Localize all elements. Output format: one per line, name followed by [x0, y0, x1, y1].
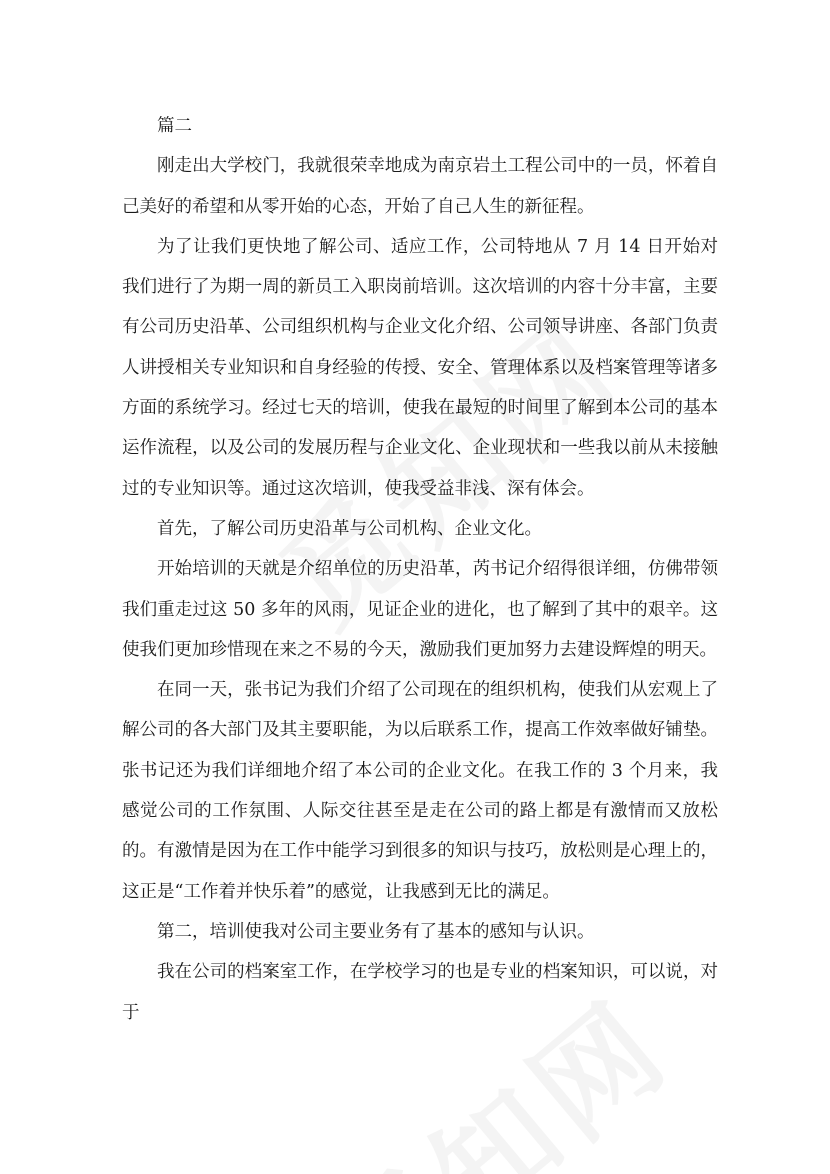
paragraph: 在同一天，张书记为我们介绍了公司现在的组织机构，使我们从宏观上了解公司的各大部门及其主要职能，为以后联系工作，提高工作效率做好铺垫。张书记还为我们详细地介绍了本公司的企业文化。在我工作的 3 个月来，我感觉公司的工作氛围、人际交往甚至是走在公司的路上都是有激情而又放松的。有激情是因为在工作中能学习到很多的知识与技巧，放松则是心理上的，这正是“工作着并快乐着”的感觉，让我感到无比的满足。	[122, 680, 718, 902]
paragraph: 开始培训的天就是介绍单位的历史沿革，芮书记介绍得很详细，仿佛带领我们重走过这 50 多年的风雨，见证企业的进化，也了解到了其中的艰辛。这使我们更加珍惜现在来之不易的今天，激励我们更加努力去建设辉煌的明天。	[122, 559, 718, 660]
paragraph: 首先，了解公司历史沿革与公司机构、企业文化。	[157, 518, 542, 539]
paragraph: 为了让我们更快地了解公司、适应工作，公司特地从 7 月 14 日开始对我们进行了为期一周的新员工入职岗前培训。这次培训的内容十分丰富，主要有公司历史沿革、公司组织机构与企业文化介绍、公司领导讲座、各部门负责人讲授相关专业知识和自身经验的传授、安全、管理体系以及档案管理等诸多方面的系统学习。经过七天的培训，使我在最短的时间里了解到本公司的基本运作流程，以及公司的发展历程与企业文化、企业现状和一些我以前从未接触过的专业知识等。通过这次培训，使我受益非浅、深有体会。	[122, 236, 718, 499]
paragraph: 第二，培训使我对公司主要业务有了基本的感知与认识。	[157, 921, 595, 942]
paragraph: 我在公司的档案室工作，在学校学习的也是专业的档案知识，可以说，对于	[122, 962, 718, 1023]
paragraph: 刚走出大学校门，我就很荣幸地成为南京岩土工程公司中的一员，怀着自己美好的希望和从零开始的心态，开始了自己人生的新征程。	[122, 156, 718, 217]
section-heading: 篇二	[157, 116, 192, 136]
document-body	[122, 106, 718, 1033]
